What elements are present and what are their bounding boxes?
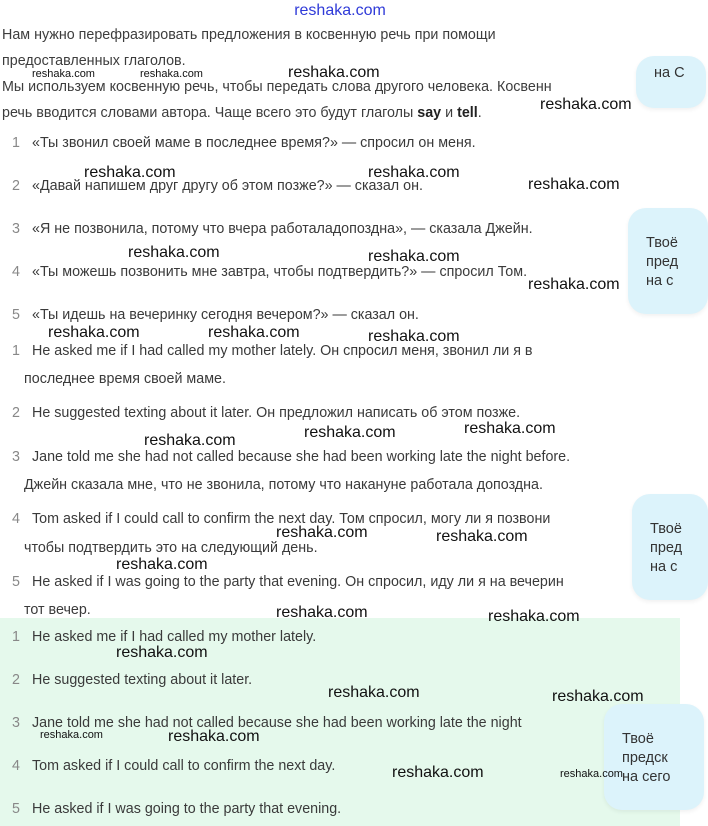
translated-item-cont: последнее время своей маме. [24,371,226,387]
watermark: reshaka.com [116,556,208,573]
item-text: «Я не позвонила, потому что вчера работаладопоздна», — сказала Джейн. [32,221,533,237]
watermark: reshaka.com [144,432,236,449]
intro-line: Нам нужно перефразировать предложения в косвенную речь при помощи [2,27,496,43]
watermark: reshaka.com [84,164,176,181]
verb-tell: tell [457,105,478,121]
direct-item [0,307,419,323]
translated-item-cont: тот вечер. [24,602,91,618]
watermark: reshaka.com [392,764,484,781]
item-number: 2 [12,178,20,194]
watermark: reshaka.com [368,248,460,265]
chat-bubble[interactable]: Твоё пред на с [628,208,708,314]
watermark: reshaka.com [168,728,260,745]
item-text: Jane told me she had not called because she had been working late the night before. [32,449,571,465]
watermark: reshaka.com [288,64,380,81]
answer-item [0,758,335,774]
watermark: reshaka.com [528,176,620,193]
translated-item [0,574,564,590]
item-text: «Давай напишем друг другу об этом позже?» — сказал он. [32,178,423,194]
watermark: reshaka.com [368,328,460,345]
watermark: reshaka.com [208,324,300,341]
item-text: He asked me if I had called my mother lately. Он спросил меня, звонил ли я в [32,343,533,359]
intro-line: Мы используем косвенную речь, чтобы передать слова другого человека. Косвенн [2,79,552,95]
answer-item [0,801,341,817]
chat-bubble[interactable]: на С [636,56,706,108]
watermark: reshaka.com [276,604,368,621]
watermark: reshaka.com [528,276,620,293]
watermark: reshaka.com [436,528,528,545]
item-number: 4 [12,511,20,527]
watermark: reshaka.com [40,729,103,741]
item-text: «Ты звонил своей маме в последнее время?» — спросил он меня. [32,135,476,151]
item-number: 5 [12,307,20,323]
intro-line: предоставленных глаголов. [2,53,186,69]
chat-bubble[interactable]: Твоё предск на сего [604,704,704,810]
watermark: reshaka.com [488,608,580,625]
item-text: He asked if I was going to the party that evening. Он спросил, иду ли я на вечерин [32,574,564,590]
watermark: reshaka.com [552,688,644,705]
translated-item-cont: Джейн сказала мне, что не звонила, потому что накануне работала допоздна. [24,477,543,493]
item-number: 3 [12,449,20,465]
item-number: 2 [12,672,20,688]
watermark: reshaka.com [368,164,460,181]
item-text: Tom asked if I could call to confirm the next day. [32,758,336,774]
site-title[interactable]: reshaka.com [294,2,386,19]
item-text: He suggested texting about it later. [32,672,253,688]
item-number: 4 [12,264,20,280]
direct-item [0,264,527,280]
item-text: Jane told me she had not called because she had been working late the night [32,715,522,731]
watermark: reshaka.com [328,684,420,701]
item-number: 1 [12,629,20,645]
verb-say: say [417,105,442,121]
direct-item [0,221,533,237]
answer-item [0,672,252,688]
item-text: «Ты идешь на вечеринку сегодня вечером?» — сказал он. [32,307,419,323]
item-number: 4 [12,758,20,774]
item-number: 5 [12,801,20,817]
item-number: 1 [12,343,20,359]
item-number: 3 [12,715,20,731]
item-number: 2 [12,405,20,421]
watermark: reshaka.com [540,96,632,113]
watermark: reshaka.com [140,68,203,80]
item-text: «Ты можешь позвонить мне завтра, чтобы подтвердить?» — спросил Том. [32,264,528,280]
watermark: reshaka.com [116,644,208,661]
translated-item-cont: чтобы подтвердить это на следующий день. [24,540,318,556]
item-text: Tom asked if I could call to confirm the next day. Том спросил, могу ли я позвони [32,511,551,527]
watermark: reshaka.com [48,324,140,341]
watermark: reshaka.com [464,420,556,437]
translated-item [0,449,570,465]
item-text: He suggested texting about it later. Он предложил написать об этом позже. [32,405,521,421]
item-text: He asked if I was going to the party that evening. [32,801,342,817]
direct-item [0,135,476,151]
watermark: reshaka.com [32,68,95,80]
watermark: reshaka.com [304,424,396,441]
watermark: reshaka.com [128,244,220,261]
item-text: He asked me if I had called my mother lately. [32,629,317,645]
item-number: 3 [12,221,20,237]
answer-item [0,629,316,645]
watermark: reshaka.com [276,524,368,541]
direct-item [0,178,423,194]
item-number: 1 [12,135,20,151]
watermark: reshaka.com [560,768,623,780]
item-number: 5 [12,574,20,590]
chat-bubble[interactable]: Твоё пред на с [632,494,708,600]
translated-item [0,405,520,421]
intro-line: речь вводится словами автора. Чаще всего это будут глаголы say и tell. [2,105,482,121]
